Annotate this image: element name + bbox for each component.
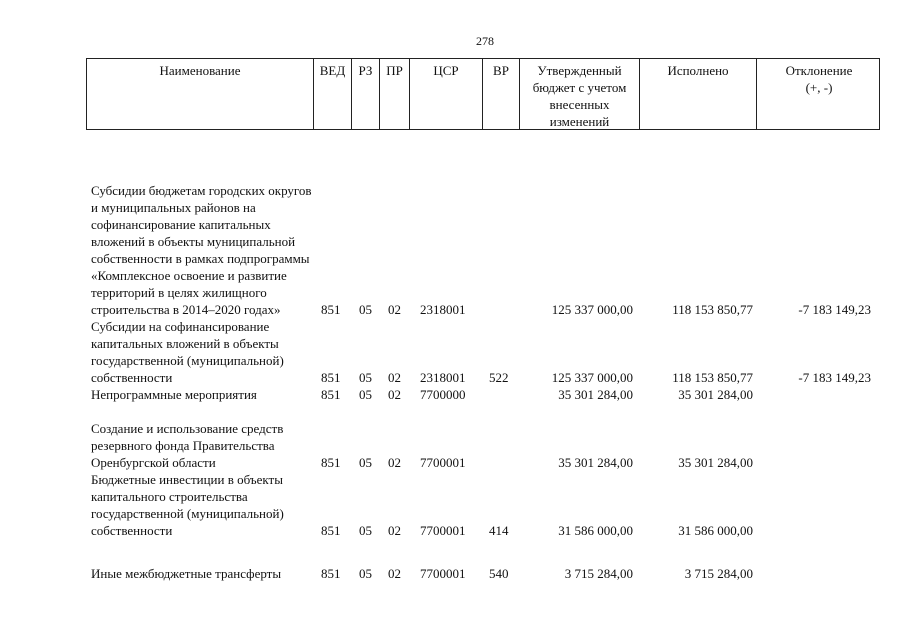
row-executed: 118 153 850,77 (672, 370, 753, 385)
row-rz: 05 (359, 455, 372, 470)
row-csr: 2318001 (420, 370, 466, 385)
row-csr: 7700001 (420, 566, 466, 581)
row-approved: 35 301 284,00 (558, 387, 633, 402)
table-row (0, 131, 905, 318)
row-executed: 35 301 284,00 (678, 455, 753, 470)
row-pr: 02 (388, 455, 401, 470)
row-ved: 851 (321, 566, 341, 581)
row-executed: 118 153 850,77 (672, 302, 753, 317)
row-executed: 31 586 000,00 (678, 523, 753, 538)
row-ved: 851 (321, 387, 341, 402)
table-row (0, 403, 905, 471)
row-executed: 3 715 284,00 (684, 566, 753, 581)
row-name: Субсидии бюджетам городских округов и муниципальных районов на софинансирование капитальных вложений в объекты муниципальной собственности в рамках подпрограммы «Комплексное освоение и развитие территорий в целях жилищного строительства в 2014–2020 годах» (91, 183, 312, 317)
row-approved: 3 715 284,00 (564, 566, 633, 581)
row-name: Субсидии на софинансирование капитальных вложений в объекты государственной (муниципальной) собственности (91, 319, 284, 385)
page-number: 278 (476, 34, 494, 48)
row-approved: 125 337 000,00 (551, 370, 633, 385)
row-approved: 35 301 284,00 (558, 455, 633, 470)
row-pr: 02 (388, 302, 401, 317)
row-name: Создание и использование средств резервного фонда Правительства Оренбургской области (91, 421, 284, 470)
row-pr: 02 (388, 387, 401, 402)
header-approved: Утвержденный бюджет с учетом внесенных изменений (520, 59, 640, 129)
row-pr: 02 (388, 566, 401, 581)
row-csr: 7700000 (420, 387, 466, 402)
table-row (0, 318, 905, 386)
header-executed: Исполнено (640, 59, 757, 129)
header-name: Наименование (87, 59, 314, 129)
table-row (0, 386, 905, 403)
row-csr: 7700001 (420, 523, 466, 538)
row-ved: 851 (321, 523, 341, 538)
header-ved: ВЕД (314, 59, 352, 129)
header-deviation: Отклонение (+, -) (785, 63, 853, 95)
row-deviation: -7 183 149,23 (798, 370, 871, 385)
row-ved: 851 (321, 455, 341, 470)
row-rz: 05 (359, 370, 372, 385)
row-pr: 02 (388, 523, 401, 538)
table-header (86, 58, 880, 130)
header-rz: РЗ (352, 59, 380, 129)
row-name: Иные межбюджетные трансферты (91, 566, 282, 581)
row-ved: 851 (321, 302, 341, 317)
table-row (0, 471, 905, 539)
row-vr: 540 (489, 566, 509, 581)
row-rz: 05 (359, 523, 372, 538)
row-deviation: -7 183 149,23 (798, 302, 871, 317)
row-name: Бюджетные инвестиции в объекты капитального строительства государственной (муниципальной) собственности (91, 472, 284, 538)
table-row (0, 539, 905, 582)
row-csr: 2318001 (420, 302, 466, 317)
row-vr: 414 (489, 523, 509, 538)
row-rz: 05 (359, 387, 372, 402)
row-name: Непрограммные мероприятия (91, 387, 257, 402)
header-pr: ПР (380, 59, 410, 129)
row-ved: 851 (321, 370, 341, 385)
header-vr: ВР (483, 59, 520, 129)
row-approved: 125 337 000,00 (551, 302, 633, 317)
row-rz: 05 (359, 566, 372, 581)
header-csr: ЦСР (410, 59, 483, 129)
row-approved: 31 586 000,00 (558, 523, 633, 538)
row-vr: 522 (489, 370, 509, 385)
row-csr: 7700001 (420, 455, 466, 470)
row-executed: 35 301 284,00 (678, 387, 753, 402)
row-rz: 05 (359, 302, 372, 317)
row-pr: 02 (388, 370, 401, 385)
